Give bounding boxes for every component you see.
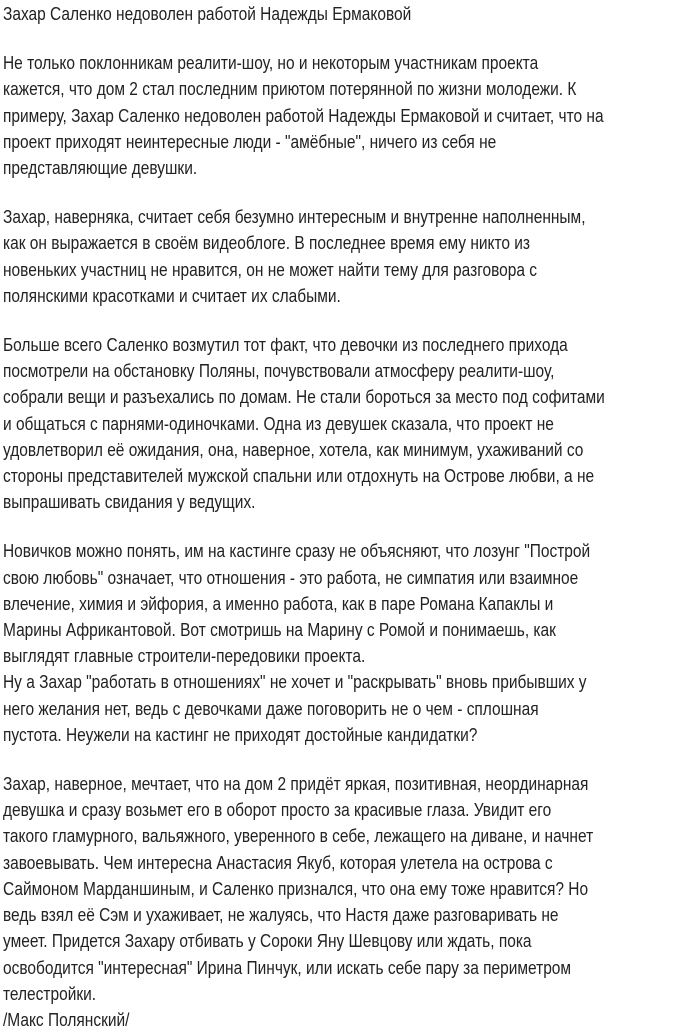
paragraph-1 xyxy=(3,50,674,181)
text-line: новеньких участниц не нравится, он не может найти тему для разговора с xyxy=(3,259,538,280)
text-line: Захар, наверное, мечтает, что на дом 2 придёт яркая, позитивная, неординарная xyxy=(3,774,589,795)
article xyxy=(3,0,674,1033)
paragraph-gap xyxy=(3,181,674,204)
text-line: Новичков можно понять, им на кастинге сразу не объясняют, что лозунг "Построй xyxy=(3,541,591,562)
text-line: как он выражается в своём видеоблоге. В последнее время ему никто из xyxy=(3,233,531,254)
text-line: выглядят главные строители-передовики проекта. xyxy=(3,646,366,667)
text-line: девушка и сразу возьмет его в оборот просто за красивые глаза. Увидит его xyxy=(3,800,552,821)
paragraph-gap xyxy=(3,309,674,332)
text-line: представляющие девушки. xyxy=(3,158,198,179)
text-line: удовлетворил её ожидания, она, наверное, хотела, как минимум, ухаживаний со xyxy=(3,439,584,460)
text-line: Марины Африкантовой. Вот смотришь на Марину с Ромой и понимаешь, как xyxy=(3,620,556,641)
text-line: кажется, что дом 2 стал последним приютом потерянной по жизни молодежи. К xyxy=(3,79,577,100)
paragraph-gap xyxy=(3,748,674,771)
text-line: стороны представителей мужской спальни или отдохнуть на Острове любви, а не xyxy=(3,466,595,487)
text-line: проект приходят неинтересные люди - "амёбные", ничего из себя не xyxy=(3,131,497,152)
text-line: свою любовь" означает, что отношения - это работа, не симпатия или взаимное xyxy=(3,567,579,588)
text-line: такого гламурного, вальяжного, уверенного в себе, лежащего на диване, и начнет xyxy=(3,826,594,847)
text-line: Не только поклонникам реалити-шоу, но и некоторым участникам проекта xyxy=(3,53,539,74)
paragraph-gap xyxy=(3,515,674,538)
text-line: Ну а Захар "работать в отношениях" не хочет и "раскрывать" вновь прибывших у xyxy=(3,672,587,693)
paragraph-5 xyxy=(3,771,674,1007)
text-line: полянскими красотками и считает их слабыми. xyxy=(3,285,341,306)
text-line: него желания нет, ведь с девочками даже поговорить не о чем - сплошная xyxy=(3,698,539,719)
paragraph-3 xyxy=(3,332,674,515)
paragraph-4 xyxy=(3,538,674,748)
text-line: Захар, наверняка, считает себя безумно интересным и внутренне наполненным, xyxy=(3,207,586,228)
text-line: освободится "интересная" Ирина Пинчук, или искать себе пару за периметром xyxy=(3,957,572,978)
text-line: влечение, химия и эйфория, а именно работа, как в паре Романа Капаклы и xyxy=(3,593,554,614)
text-line: пустота. Неужели на кастинг не приходят достойные кандидатки? xyxy=(3,724,478,745)
text-line: телестройки. xyxy=(3,983,97,1004)
text-line: завоевывать. Чем интересна Анастасия Якуб, которая улетела на острова с xyxy=(3,852,553,873)
text-line: примеру, Захар Саленко недоволен работой Надежды Ермаковой и считает, что на xyxy=(3,105,604,126)
text-line: Саймоном Марданшиным, и Саленко признался, что она ему тоже нравится? Но xyxy=(3,878,589,899)
text-line: выпрашивать свидания у ведущих. xyxy=(3,492,256,513)
text-line: посмотрели на обстановку Поляны, почувствовали атмосферу реалити-шоу, xyxy=(3,361,555,382)
text-line: и общаться с парнями-одиночками. Одна из девушек сказала, что проект не xyxy=(3,413,554,434)
text-line: умеет. Придется Захару отбивать у Сороки Яну Шевцову или ждать, пока xyxy=(3,931,532,952)
text-line: собрали вещи и разъехались по домам. Не стали бороться за место под софитами xyxy=(3,387,605,408)
paragraph-gap xyxy=(3,27,674,50)
article-title: Захар Саленко недоволен работой Надежды Ермаковой xyxy=(3,4,412,24)
author-signature: /Макс Полянский/ xyxy=(3,1009,130,1030)
text-line: ведь взял её Сэм и ухаживает, не жалуясь, что Настя даже разговаривать не xyxy=(3,905,559,926)
paragraph-2 xyxy=(3,204,674,309)
text-line: Больше всего Саленко возмутил тот факт, что девочки из последнего прихода xyxy=(3,335,568,356)
